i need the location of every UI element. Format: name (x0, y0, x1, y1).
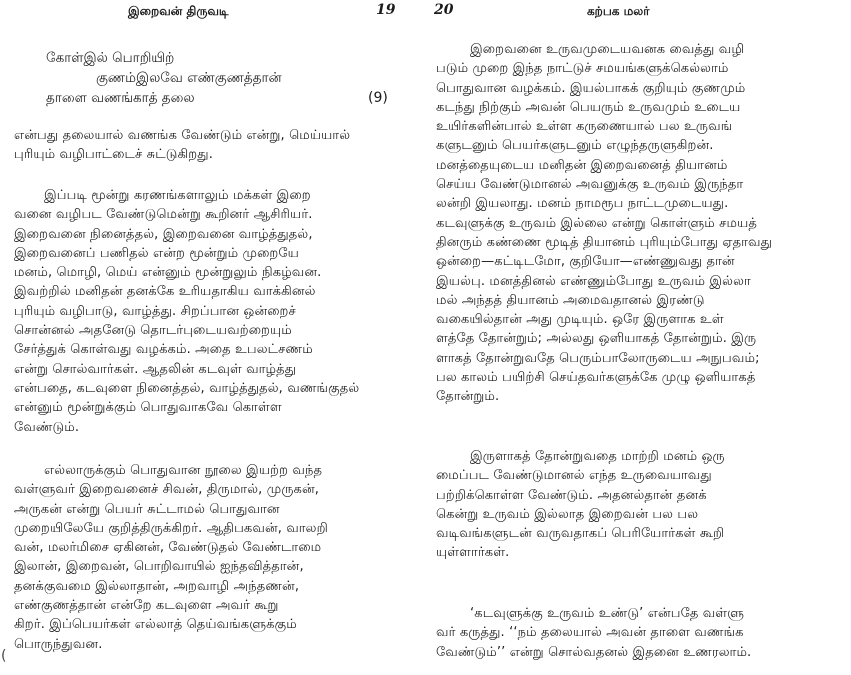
right-page-number: 20 (434, 2, 454, 18)
text-line: இருளாகத் தோன்றுவதை மாற்றி மனம் ஒரு (470, 449, 725, 464)
text-line: வேண்டும். (14, 419, 80, 435)
text-line: கடவுளுக்கு உருவம் இல்லை என்று கொள்ளும் சமயத் (436, 215, 758, 231)
text-line: என்பது தலையால் வணங்க வேண்டும் என்று, மெய்யால் (14, 128, 351, 143)
text-line: சேர்த்துக் கொள்வது வழக்கம். அதை உபலட்சணம் (14, 342, 313, 358)
right-paragraph-2 (436, 447, 725, 563)
text-line: பொருந்துவன. (14, 636, 103, 652)
text-line: என்பதை, கடவுளை நினைத்தல், வாழ்த்துதல், வணங்குதல் (14, 380, 360, 396)
text-line: புரியும் வழிபாட்டைச் சுட்டுகிறது. (14, 147, 213, 163)
text-line: கடந்து நிற்கும் அவன் பெயரும் உருவமும் உடைய (436, 99, 741, 115)
verse-block (46, 48, 282, 108)
text-line: படும் முறை இந்த நாட்டுச் சமயங்களுக்கெல்லாம் (436, 61, 729, 77)
verse-line: குணம்இலவே எண்குணத்தான் (96, 70, 282, 86)
right-paragraph-1 (436, 40, 772, 407)
text-line: வடிவங்களுடன் வருவதாகப் பெரியோர்கள் கூறி (436, 526, 725, 542)
text-line: ளத்தே தோன்றும்; அல்லது ஒளியாகத் தோன்றும். இரு (436, 331, 757, 347)
verse-line: தாளை வணங்காத் தலை (46, 90, 195, 106)
text-line: மனத்தையுடைய மனிதன் இறைவனைத் தியானம் (436, 157, 728, 173)
verse-line: கோள்இல் பொறியிற் (46, 50, 175, 66)
text-line: இவற்றில் மனிதன் தனக்கே உரியதாகிய வாக்கினல் (14, 284, 316, 300)
text-line: பற்றிக்கொள்ள வேண்டும். அதனல்தான் தனக் (436, 487, 707, 503)
text-line: வள்ளுவர் இறைவனைச் சிவன், திருமால், முருகன், (14, 482, 320, 498)
left-page-number: 19 (376, 2, 396, 18)
text-line: வகையில்தான் அது முடியும். ஒரே இருளாக உள் (436, 312, 724, 328)
text-line: இப்படி மூன்று கரணங்களாலும் மக்கள் இறை (44, 188, 311, 203)
text-line: இறைவனை நினைத்தல், இறைவனை வாழ்த்துதல், (14, 226, 313, 242)
text-line: தோன்றும். (436, 389, 500, 405)
text-line: யுள்ளார்கள். (436, 545, 510, 561)
left-paragraph-2 (14, 186, 359, 437)
text-line: இலான், இறைவன், பொறிவாயில் ஐந்தவித்தான், (14, 559, 304, 575)
text-line: செய்ய வேண்டுமானல் அவனுக்கு உருவம் இருந்தா (436, 177, 744, 193)
text-line: என்று சொல்வார்கள். ஆதலின் கடவுள் வாழ்த்து (14, 361, 297, 377)
text-line: இறைவனைப் பணிதல் என்ற மூன்றும் முறையே (14, 245, 299, 261)
text-line: வர் கருத்து. ‘‘நம் தலையால் அவன் தாளை வணங்க (436, 625, 744, 641)
text-line: கிறர். இப்பெயர்கள் எல்லாத் தெய்வங்களுக்கும் (14, 617, 297, 633)
left-paragraph-3 (14, 461, 328, 654)
text-line: எண்குணத்தான் என்றே கடவுளை அவர் கூறு (14, 598, 279, 614)
page-edge-mark: ( (1, 648, 7, 664)
text-line: பொதுவான வழக்கம். இயல்பாகக் குறியும் குணமும் (436, 80, 746, 96)
text-line: ளாகத் தோன்றுவதே பெரும்பாலோருடைய அநுபவம்; (436, 350, 760, 366)
text-line: வன், மலர்மிசை ஏகினன், வேண்டுதல் வேண்டாமை (14, 540, 322, 556)
text-line: வனை வழிபட வேண்டுமென்று கூறினர் ஆசிரியர். (14, 207, 313, 223)
verse-number: (9) (368, 90, 388, 106)
text-line: எல்லாருக்கும் பொதுவான நூலை இயற்ற வந்த (44, 463, 323, 478)
text-line: லன்றி இயலாது. மனம் நாமரூப நாட்டமுடையது. (436, 196, 729, 212)
text-line: அருகன் என்று பெயர் சுட்டாமல் பொதுவான (14, 501, 280, 517)
text-line: புரியும் வழிபாடு, வாழ்த்து. சிறப்பான ஒன்றைச் (14, 303, 296, 319)
right-paragraph-3 (436, 604, 751, 662)
text-line: ஒன்றை—கட்டிடமோ, குறியோ—எண்ணுவது தான் (436, 254, 735, 270)
text-line: மனம், மொழி, மெய் என்னும் மூன்றுலும் நிகழ்வன. (14, 265, 322, 281)
text-line: வேண்டும்’’ என்று சொல்வதனல் இதனை உணரலாம். (436, 644, 752, 660)
text-line: தினரும் கண்ணை மூடித் தியானம் புரியும்போது ஏதாவது (436, 234, 773, 250)
right-running-header: கற்பக மலர் (587, 4, 650, 18)
text-line: சொன்னல் அதனேடு தொடர்புடையவற்றையும் (14, 323, 292, 339)
text-line: உயிர்களின்பால் உள்ள கருணையால் பல உருவங் (436, 119, 733, 135)
text-line: என்னும் மூன்றுக்கும் பொதுவாகவே கொள்ள (14, 400, 282, 416)
text-line: கென்று உருவம் இல்லாத இறைவன் பல பல (436, 506, 699, 522)
text-line: ‘கடவுளுக்கு உருவம் உண்டு’ என்பதே வள்ளு (470, 606, 745, 621)
right-page (426, 0, 851, 675)
text-line: பல காலம் பயிற்சி செய்தவர்களுக்கே முழு ஒளியாகத் (436, 370, 756, 386)
text-line: மல் அந்தத் தியானம் அமைவதானல் இரண்டு (436, 292, 705, 308)
text-line: மைப்பட வேண்டுமானல் எந்த உருவையாவது (436, 468, 712, 484)
left-paragraph-1 (14, 126, 350, 165)
text-line: இயல்பு. மனத்தினல் எண்ணும்போது உருவம் இல்லா (436, 273, 751, 289)
text-line: முறையிலேயே குறித்திருக்கிறர். ஆதிபகவன், வாலறி (14, 520, 328, 536)
text-line: இறைவனை உருவமுடையவனக வைத்து வழி (470, 42, 745, 57)
text-line: தனக்குவமை இல்லாதான், அறவாழி அந்தணன், (14, 578, 300, 594)
left-running-header: இறைவன் திருவடி (128, 4, 229, 18)
text-line: களுடனும் பெயர்களுடனும் எழுந்தருளுகிறன். (436, 138, 714, 154)
